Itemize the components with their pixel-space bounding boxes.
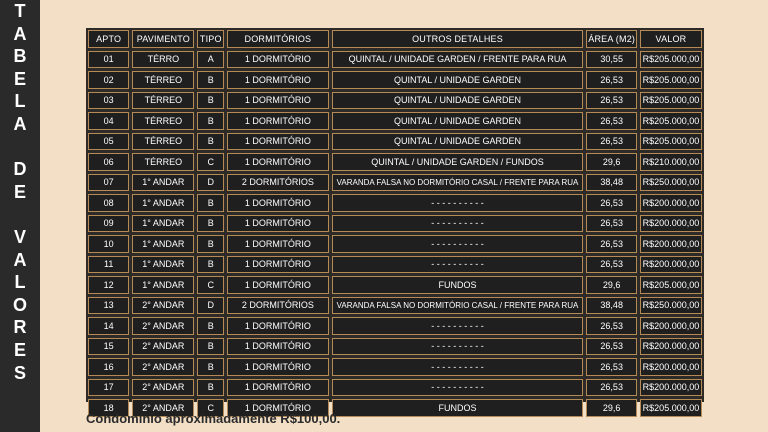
valor-cell: R$205.000,00 — [640, 276, 702, 294]
title-letter: A — [13, 23, 27, 44]
pavimento-cell: 1° ANDAR — [132, 276, 194, 294]
title-letter: E — [13, 339, 26, 360]
area-cell: 26,53 — [586, 379, 636, 397]
dormitorios-cell: 1 DORMITÓRIO — [227, 399, 328, 417]
area-cell: 26,53 — [586, 112, 636, 130]
pavimento-cell: 1° ANDAR — [132, 215, 194, 233]
dormitorios-cell: 1 DORMITÓRIO — [227, 112, 328, 130]
dormitorios-cell: 1 DORMITÓRIO — [227, 92, 328, 110]
dormitorios-cell: 1 DORMITÓRIO — [227, 133, 328, 151]
area-cell: 38,48 — [586, 297, 636, 315]
table-row — [88, 51, 702, 69]
valor-cell: R$200.000,00 — [640, 194, 702, 212]
tipo-cell: B — [197, 235, 224, 253]
area-cell: 26,53 — [586, 317, 636, 335]
detalhes-cell: QUINTAL / UNIDADE GARDEN — [332, 92, 584, 110]
tipo-cell: D — [197, 297, 224, 315]
valor-cell: R$200.000,00 — [640, 358, 702, 376]
detalhes-cell: QUINTAL / UNIDADE GARDEN / FRENTE PARA RUA — [332, 51, 584, 69]
detalhes-cell: - - - - - - - - - - — [332, 379, 584, 397]
table-row — [88, 215, 702, 233]
table-row — [88, 317, 702, 335]
dormitorios-cell: 1 DORMITÓRIO — [227, 51, 328, 69]
title-letter: L — [14, 91, 26, 112]
title-letter: L — [14, 272, 26, 293]
dormitorios-cell: 1 DORMITÓRIO — [227, 153, 328, 171]
table-row — [88, 194, 702, 212]
apto-cell: 05 — [88, 133, 129, 151]
apto-cell: 09 — [88, 215, 129, 233]
table-row — [88, 92, 702, 110]
tipo-cell: B — [197, 71, 224, 89]
apto-cell: 07 — [88, 174, 129, 192]
table-row — [88, 112, 702, 130]
table-row — [88, 379, 702, 397]
apto-cell: 11 — [88, 256, 129, 274]
area-cell: 26,53 — [586, 235, 636, 253]
table-header-row — [88, 30, 702, 48]
table-row — [88, 153, 702, 171]
sidebar-bar — [0, 0, 40, 432]
detalhes-cell: FUNDOS — [332, 276, 584, 294]
area-cell: 38,48 — [586, 174, 636, 192]
pavimento-cell: TÉRREO — [132, 112, 194, 130]
pavimento-cell: TÉRRO — [132, 51, 194, 69]
price-table — [85, 27, 705, 420]
area-cell: 26,53 — [586, 71, 636, 89]
table-row — [88, 358, 702, 376]
area-cell: 26,53 — [586, 215, 636, 233]
area-cell: 26,53 — [586, 194, 636, 212]
valor-cell: R$205.000,00 — [640, 399, 702, 417]
detalhes-cell: - - - - - - - - - - — [332, 256, 584, 274]
pavimento-cell: 2° ANDAR — [132, 399, 194, 417]
valor-cell: R$200.000,00 — [640, 379, 702, 397]
apto-cell: 18 — [88, 399, 129, 417]
dormitorios-cell: 1 DORMITÓRIO — [227, 379, 328, 397]
title-letter: D — [13, 159, 27, 180]
pavimento-cell: 2° ANDAR — [132, 379, 194, 397]
valor-cell: R$205.000,00 — [640, 112, 702, 130]
table-row — [88, 133, 702, 151]
dormitorios-cell: 1 DORMITÓRIO — [227, 71, 328, 89]
valor-cell: R$200.000,00 — [640, 256, 702, 274]
title-letter: S — [13, 362, 26, 383]
area-cell: 26,53 — [586, 358, 636, 376]
title-gap — [0, 136, 40, 159]
detalhes-cell: - - - - - - - - - - — [332, 194, 584, 212]
dormitorios-cell: 1 DORMITÓRIO — [227, 276, 328, 294]
apto-cell: 08 — [88, 194, 129, 212]
area-cell: 26,53 — [586, 338, 636, 356]
area-cell: 26,53 — [586, 92, 636, 110]
valor-cell: R$210.000,00 — [640, 153, 702, 171]
tipo-cell: D — [197, 174, 224, 192]
apto-cell: 04 — [88, 112, 129, 130]
dormitorios-cell: 2 DORMITÓRIOS — [227, 297, 328, 315]
detalhes-cell: QUINTAL / UNIDADE GARDEN — [332, 112, 584, 130]
dormitorios-cell: 1 DORMITÓRIO — [227, 215, 328, 233]
col-valor-header: VALOR — [640, 30, 702, 48]
apto-cell: 03 — [88, 92, 129, 110]
pavimento-cell: 2° ANDAR — [132, 297, 194, 315]
title-letter: T — [14, 1, 26, 21]
valor-cell: R$205.000,00 — [640, 51, 702, 69]
tipo-cell: C — [197, 153, 224, 171]
valor-cell: R$200.000,00 — [640, 317, 702, 335]
col-pavimento-header: PAVIMENTO — [132, 30, 194, 48]
valor-cell: R$250.000,00 — [640, 174, 702, 192]
detalhes-cell: VARANDA FALSA NO DORMITÓRIO CASAL / FRENTE PARA RUA — [332, 297, 584, 315]
apto-cell: 12 — [88, 276, 129, 294]
apto-cell: 14 — [88, 317, 129, 335]
tipo-cell: C — [197, 276, 224, 294]
tipo-cell: B — [197, 194, 224, 212]
table-body — [88, 51, 702, 417]
area-cell: 30,55 — [586, 51, 636, 69]
apto-cell: 01 — [88, 51, 129, 69]
valor-cell: R$200.000,00 — [640, 215, 702, 233]
area-cell: 29,6 — [586, 399, 636, 417]
pavimento-cell: 2° ANDAR — [132, 317, 194, 335]
dormitorios-cell: 1 DORMITÓRIO — [227, 358, 328, 376]
col-detalhes-header: OUTROS DETALHES — [332, 30, 584, 48]
detalhes-cell: - - - - - - - - - - — [332, 338, 584, 356]
area-cell: 29,6 — [586, 276, 636, 294]
pavimento-cell: TÉRREO — [132, 133, 194, 151]
apto-cell: 02 — [88, 71, 129, 89]
dormitorios-cell: 2 DORMITÓRIOS — [227, 174, 328, 192]
col-tipo-header: TIPO — [197, 30, 224, 48]
pavimento-cell: 1° ANDAR — [132, 235, 194, 253]
valor-cell: R$205.000,00 — [640, 92, 702, 110]
tipo-cell: B — [197, 215, 224, 233]
table-row — [88, 256, 702, 274]
apto-cell: 06 — [88, 153, 129, 171]
col-area-header: ÁREA (M2) — [586, 30, 636, 48]
pavimento-cell: 2° ANDAR — [132, 358, 194, 376]
dormitorios-cell: 1 DORMITÓRIO — [227, 256, 328, 274]
pavimento-cell: TÉRREO — [132, 71, 194, 89]
tipo-cell: B — [197, 358, 224, 376]
valor-cell: R$250.000,00 — [640, 297, 702, 315]
valor-cell: R$205.000,00 — [640, 133, 702, 151]
table-row — [88, 276, 702, 294]
table-row — [88, 235, 702, 253]
vertical-title — [0, 0, 40, 384]
detalhes-cell: - - - - - - - - - - — [332, 358, 584, 376]
dormitorios-cell: 1 DORMITÓRIO — [227, 317, 328, 335]
tipo-cell: B — [197, 379, 224, 397]
pavimento-cell: 2° ANDAR — [132, 338, 194, 356]
tipo-cell: B — [197, 133, 224, 151]
detalhes-cell: FUNDOS — [332, 399, 584, 417]
valor-cell: R$200.000,00 — [640, 338, 702, 356]
area-cell: 29,6 — [586, 153, 636, 171]
apto-cell: 16 — [88, 358, 129, 376]
area-cell: 26,53 — [586, 133, 636, 151]
tipo-cell: B — [197, 256, 224, 274]
apto-cell: 17 — [88, 379, 129, 397]
tipo-cell: B — [197, 112, 224, 130]
col-apto-header: APTO — [88, 30, 129, 48]
table-row — [88, 174, 702, 192]
title-letter: A — [13, 249, 27, 270]
title-letter: R — [13, 317, 27, 338]
pavimento-cell: 1° ANDAR — [132, 194, 194, 212]
detalhes-cell: QUINTAL / UNIDADE GARDEN / FUNDOS — [332, 153, 584, 171]
detalhes-cell: VARANDA FALSA NO DORMITÓRIO CASAL / FRENTE PARA RUA — [332, 174, 584, 192]
pavimento-cell: 1° ANDAR — [132, 256, 194, 274]
title-letter: E — [13, 68, 26, 89]
tipo-cell: C — [197, 399, 224, 417]
title-letter: B — [13, 46, 27, 67]
apto-cell: 13 — [88, 297, 129, 315]
title-letter: V — [13, 226, 26, 247]
pavimento-cell: TÉRREO — [132, 92, 194, 110]
detalhes-cell: QUINTAL / UNIDADE GARDEN — [332, 71, 584, 89]
tipo-cell: A — [197, 51, 224, 69]
price-table-container — [86, 28, 704, 413]
dormitorios-cell: 1 DORMITÓRIO — [227, 194, 328, 212]
detalhes-cell: - - - - - - - - - - — [332, 215, 584, 233]
title-gap — [0, 203, 40, 226]
detalhes-cell: - - - - - - - - - - — [332, 317, 584, 335]
title-letter: E — [13, 181, 26, 202]
condo-fee-note: Condomínio aproximadamente R$100,00. — [86, 411, 341, 426]
valor-cell: R$200.000,00 — [640, 235, 702, 253]
dormitorios-cell: 1 DORMITÓRIO — [227, 338, 328, 356]
apto-cell: 10 — [88, 235, 129, 253]
detalhes-cell: QUINTAL / UNIDADE GARDEN — [332, 133, 584, 151]
apto-cell: 15 — [88, 338, 129, 356]
valor-cell: R$205.000,00 — [640, 71, 702, 89]
col-dormitorios-header: DORMITÓRIOS — [227, 30, 328, 48]
table-row — [88, 71, 702, 89]
pavimento-cell: TÉRREO — [132, 153, 194, 171]
detalhes-cell: - - - - - - - - - - — [332, 235, 584, 253]
pavimento-cell: 1° ANDAR — [132, 174, 194, 192]
title-letter: A — [13, 113, 27, 134]
dormitorios-cell: 1 DORMITÓRIO — [227, 235, 328, 253]
title-letter: O — [12, 294, 27, 315]
tipo-cell: B — [197, 338, 224, 356]
table-row — [88, 338, 702, 356]
area-cell: 26,53 — [586, 256, 636, 274]
tipo-cell: B — [197, 317, 224, 335]
tipo-cell: B — [197, 92, 224, 110]
table-row — [88, 297, 702, 315]
